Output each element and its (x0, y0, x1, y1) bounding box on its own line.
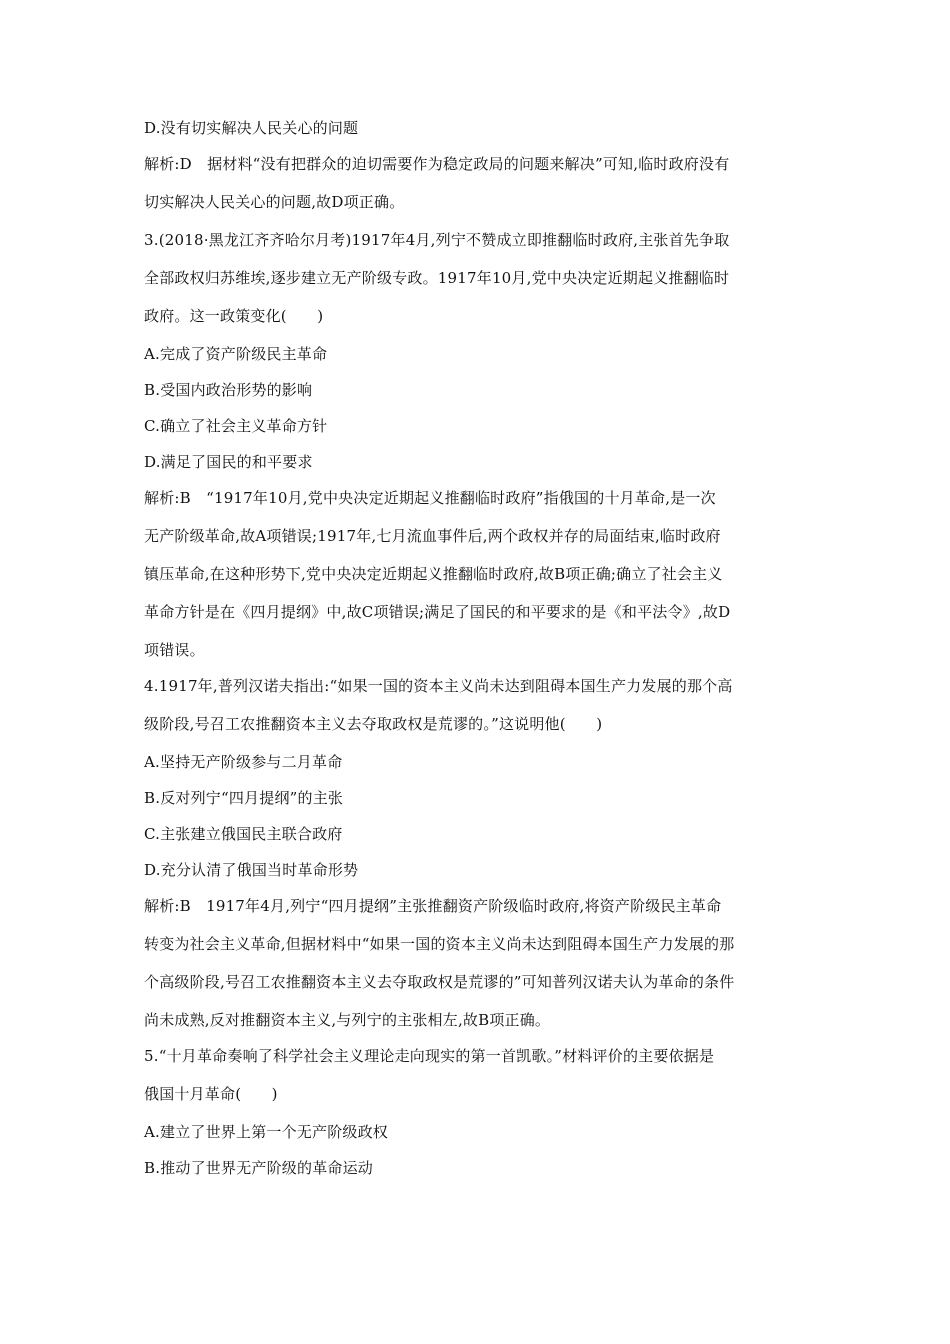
q2-analysis-line-2: 切实解决人民关心的问题,故D项正确。 (144, 193, 405, 211)
q3-option-b: B.受国内政治形势的影响 (144, 381, 313, 399)
q4-option-c: C.主张建立俄国民主联合政府 (144, 825, 343, 843)
q4-analysis-line-1: 解析:B 1917年4月,列宁“四月提纲”主张推翻资产阶级临时政府,将资产阶级民主革命 (144, 897, 722, 915)
q4-option-d: D.充分认清了俄国当时革命形势 (144, 861, 359, 879)
q3-analysis-line-5: 项错误。 (144, 641, 205, 659)
q3-analysis-line-2: 无产阶级革命,故A项错误;1917年,七月流血事件后,两个政权并存的局面结束,临时政府 (144, 527, 721, 545)
q2-option-d: D.没有切实解决人民关心的问题 (144, 119, 359, 137)
q3-analysis-line-3: 镇压革命,在这种形势下,党中央决定近期起义推翻临时政府,故B项正确;确立了社会主义 (144, 565, 723, 583)
q5-stem-line-2: 俄国十月革命( ) (144, 1085, 278, 1103)
q4-stem-line-2: 级阶段,号召工农推翻资本主义去夺取政权是荒谬的。”这说明他( ) (144, 715, 603, 733)
q2-analysis-line-1: 解析:D 据材料“没有把群众的迫切需要作为稳定政局的问题来解决”可知,临时政府没有 (144, 155, 730, 173)
q4-analysis-line-2: 转变为社会主义革命,但据材料中“如果一国的资本主义尚未达到阻碍本国生产力发展的那 (144, 935, 735, 953)
q3-stem-line-3: 政府。这一政策变化( ) (144, 307, 324, 325)
q3-analysis-line-1: 解析:B “1917年10月,党中央决定近期起义推翻临时政府”指俄国的十月革命,是一次 (144, 489, 716, 507)
q4-option-a: A.坚持无产阶级参与二月革命 (144, 753, 343, 771)
q4-option-b: B.反对列宁“四月提纲”的主张 (144, 789, 344, 807)
q5-stem-line-1: 5.“十月革命奏响了科学社会主义理论走向现实的第一首凯歌。”材料评价的主要依据是 (144, 1047, 715, 1065)
q4-analysis-line-4: 尚未成熟,反对推翻资本主义,与列宁的主张相左,故B项正确。 (144, 1011, 551, 1029)
q3-option-d: D.满足了国民的和平要求 (144, 453, 313, 471)
document-page (144, 118, 810, 1194)
q3-stem-line-1: 3.(2018·黑龙江齐齐哈尔月考)1917年4月,列宁不赞成立即推翻临时政府,主张首先争取 (144, 231, 730, 249)
q4-stem-line-1: 4.1917年,普列汉诺夫指出:“如果一国的资本主义尚未达到阻碍本国生产力发展的那个高 (144, 677, 733, 695)
q5-option-a: A.建立了世界上第一个无产阶级政权 (144, 1123, 389, 1141)
q3-analysis-line-4: 革命方针是在《四月提纲》中,故C项错误;满足了国民的和平要求的是《和平法令》,故D (144, 603, 731, 621)
q3-option-a: A.完成了资产阶级民主革命 (144, 345, 328, 363)
q3-option-c: C.确立了社会主义革命方针 (144, 417, 328, 435)
q5-option-b: B.推动了世界无产阶级的革命运动 (144, 1159, 373, 1177)
q3-stem-line-2: 全部政权归苏维埃,逐步建立无产阶级专政。1917年10月,党中央决定近期起义推翻临时 (144, 269, 730, 287)
q4-analysis-line-3: 个高级阶段,号召工农推翻资本主义去夺取政权是荒谬的”可知普列汉诺夫认为革命的条件 (144, 973, 735, 991)
